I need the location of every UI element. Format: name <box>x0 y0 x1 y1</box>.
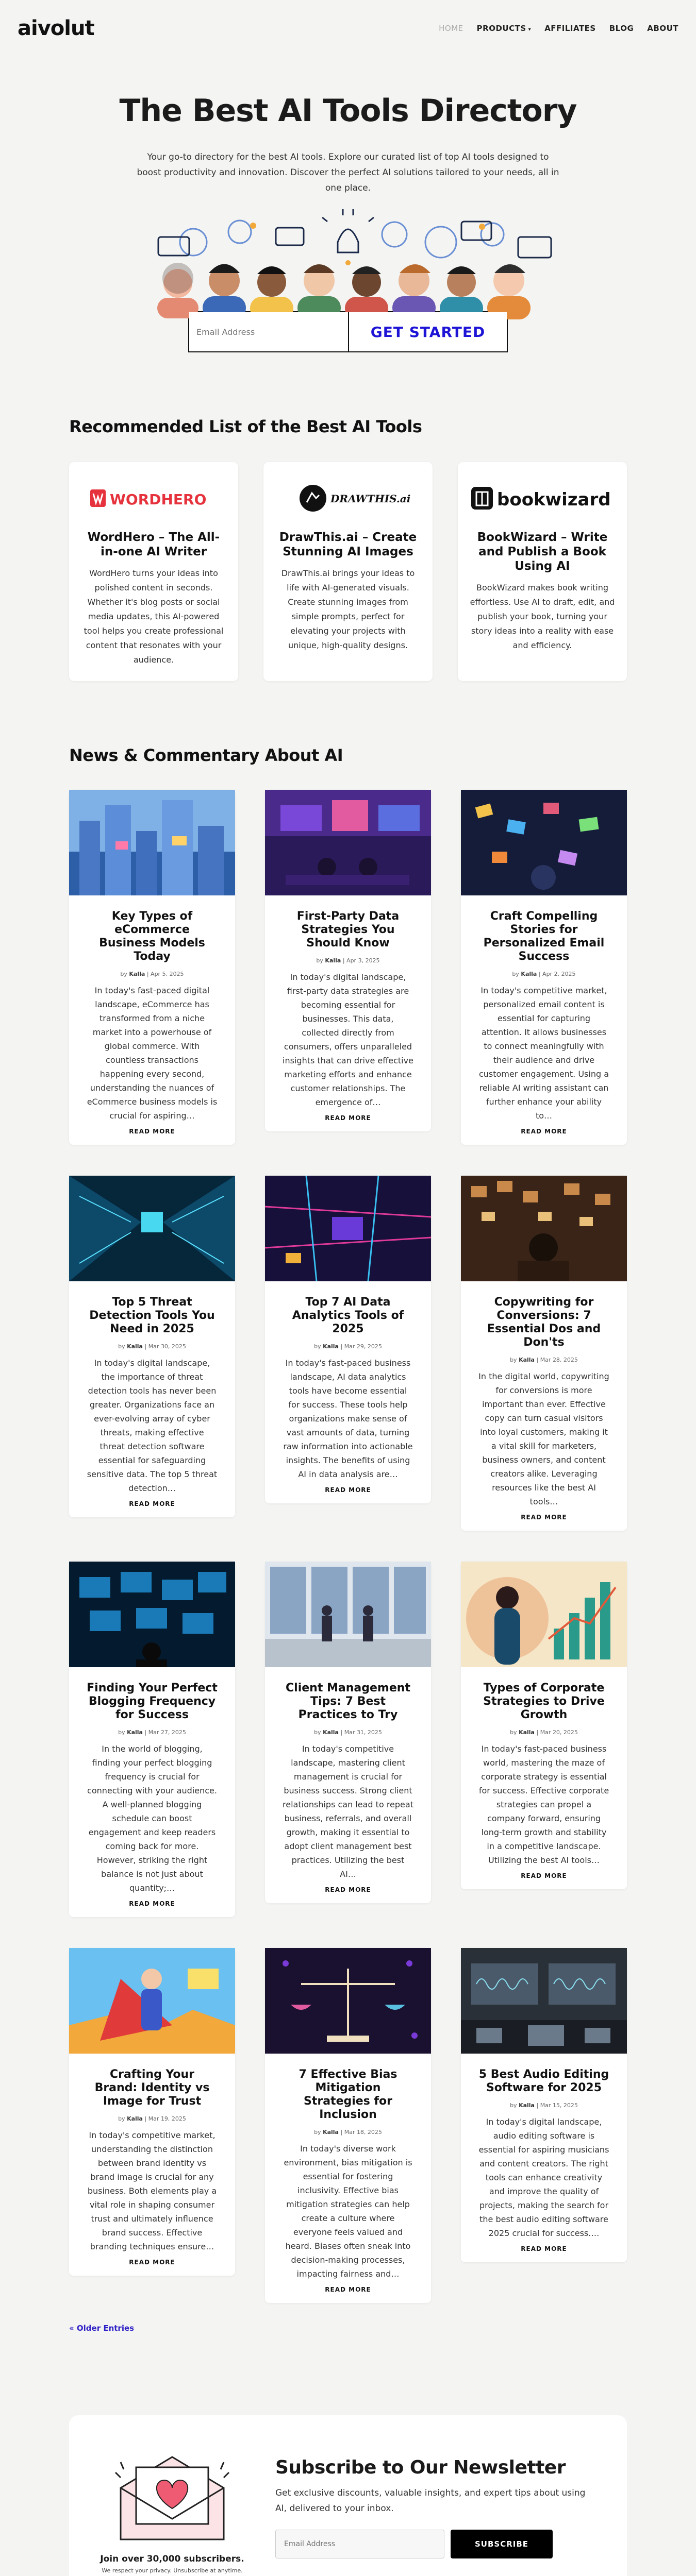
post-author[interactable]: Kalla <box>127 1343 143 1350</box>
post-meta: by Kalla | Apr 5, 2025 <box>120 971 184 977</box>
post-excerpt: In today's competitive market, understanding the distinction between brand identity vs brand image is crucial for any business. Both elements play a vital role in shaping consumer trust and ultimately influence brand success. Effective branding techniques ensure… <box>87 2130 217 2251</box>
post-title[interactable]: 5 Best Audio Editing Software for 2025 <box>478 2068 609 2094</box>
post-author[interactable]: Kalla <box>323 1729 339 1736</box>
post-author[interactable]: Kalla <box>129 971 145 977</box>
post-title[interactable]: Top 5 Threat Detection Tools You Need in 2025 <box>89 1296 215 1335</box>
get-started-button[interactable]: GET STARTED <box>349 312 507 351</box>
post-author[interactable]: Kalla <box>127 1729 143 1736</box>
drawthis-logo-text: DRAWTHIS.ai <box>330 493 411 505</box>
tool-desc: WordHero turns your ideas into polished content in seconds. Whether it's blog posts or social media updates, this AI-powered tool helps you create professional content that resonates with your audience. <box>84 568 224 665</box>
post-title[interactable]: 7 Effective Bias Mitigation Strategies for Inclusion <box>299 2068 397 2121</box>
post-card <box>265 790 431 1131</box>
read-more-link[interactable]: READ MORE <box>129 1500 175 1507</box>
tools-grid <box>69 462 627 681</box>
post-date: Mar 30, 2025 <box>148 1343 186 1350</box>
post-meta: by Kalla | Mar 18, 2025 <box>314 2129 382 2136</box>
post-image-audio-studio[interactable] <box>461 1948 627 2054</box>
post-image-writer[interactable] <box>461 1176 627 1281</box>
post-title[interactable]: Copywriting for Conversions: 7 Essential Dos and Don'ts <box>487 1296 601 1349</box>
older-entries-link[interactable]: « Older Entries <box>69 2324 135 2333</box>
post-image-circuit[interactable] <box>265 1176 431 1281</box>
wordhero-logo-text: WORDHERO <box>110 491 207 508</box>
tool-card-drawthis[interactable] <box>263 462 433 681</box>
post-excerpt: In today's fast-paced digital landscape, eCommerce has transformed from a niche market into a powerhouse of global commerce. With countless transactions happening every second, understanding the nuances of eCommerce business models is crucial for aspiring… <box>87 986 218 1121</box>
subscribe-button[interactable]: SUBSCRIBE <box>451 2530 553 2558</box>
post-author[interactable]: Kalla <box>325 957 341 964</box>
newsletter-badge <box>100 2442 244 2574</box>
post-image-balance-scale[interactable] <box>265 1948 431 2054</box>
post-excerpt: In today's competitive landscape, mastering client management is crucial for business success. Strong client relationships can lead to repeat business, referrals, and overall growth, making it essential to adopt client management best practices. Utilizing the best AI… <box>283 1744 413 1879</box>
post-author[interactable]: Kalla <box>519 1729 535 1736</box>
post-card <box>461 1176 627 1531</box>
post-card <box>69 1948 235 2276</box>
newsletter-content <box>275 2457 596 2558</box>
tool-card-bookwizard[interactable] <box>458 462 627 681</box>
tools-section <box>69 417 627 681</box>
post-card <box>461 790 627 1145</box>
post-title[interactable]: First-Party Data Strategies You Should Know <box>296 910 400 950</box>
post-card <box>265 1562 431 1903</box>
post-title[interactable]: Crafting Your Brand: Identity vs Image for Trust <box>94 2068 210 2108</box>
site-header <box>0 0 696 57</box>
bookwizard-logo-text: bookwizard <box>497 489 611 510</box>
post-date: Apr 3, 2025 <box>346 957 380 964</box>
main-nav <box>439 24 678 33</box>
read-more-link[interactable]: READ MORE <box>129 1128 175 1135</box>
post-meta: by Kalla | Apr 2, 2025 <box>512 971 576 977</box>
tool-name: DrawThis.ai – Create Stunning AI Images <box>279 531 417 558</box>
post-author[interactable]: Kalla <box>521 971 537 977</box>
wordhero-logo-graphic <box>89 486 218 510</box>
post-excerpt: In today's competitive market, personalized email content is essential for capturing attention. It allows businesses to connect meaningfully with their audience and drive customer engagement. Using a reliable AI writing assistant can further enhance your ability to… <box>478 986 609 1121</box>
post-author[interactable]: Kalla <box>323 1343 339 1350</box>
bookwizard-logo <box>469 462 616 524</box>
read-more-link[interactable]: READ MORE <box>325 1886 371 1893</box>
post-card <box>69 1176 235 1517</box>
post-image-city[interactable] <box>69 790 235 895</box>
post-meta: by Kalla | Mar 15, 2025 <box>510 2102 578 2109</box>
post-date: Mar 27, 2025 <box>148 1729 186 1736</box>
read-more-link[interactable]: READ MORE <box>325 1486 371 1494</box>
read-more-link[interactable]: READ MORE <box>129 2259 175 2266</box>
post-image-growth-chart[interactable] <box>461 1562 627 1667</box>
post-author[interactable]: Kalla <box>519 1357 535 1363</box>
post-date: Mar 18, 2025 <box>344 2129 382 2136</box>
post-date: Mar 31, 2025 <box>344 1729 382 1736</box>
drawthis-logo-graphic <box>296 483 411 514</box>
post-meta: by Kalla | Mar 30, 2025 <box>118 1343 186 1350</box>
hero-email-input[interactable] <box>189 312 349 351</box>
post-meta: by Kalla | Mar 29, 2025 <box>314 1343 382 1350</box>
post-meta: by Kalla | Mar 27, 2025 <box>118 1729 186 1736</box>
post-title[interactable]: Types of Corporate Strategies to Drive Growth <box>483 1682 605 1721</box>
nav-affiliates[interactable]: AFFILIATES <box>544 24 596 33</box>
post-excerpt: In today's digital landscape, first-party data strategies are becoming essential for businesses. This data, collected directly from consumers, offers unparalleled insights that can drive effective marketing efforts and enhance customer relationships. The emergence of… <box>283 972 413 1107</box>
post-image-server-tunnel[interactable] <box>69 1176 235 1281</box>
post-date: Mar 29, 2025 <box>344 1343 382 1350</box>
post-title[interactable]: Craft Compelling Stories for Personalized Email Success <box>483 910 605 963</box>
post-excerpt: In the world of blogging, finding your perfect blogging frequency is crucial for connecting with your audience. A well-planned blogging schedule can boost engagement and keep readers coming back for more. However, striking the right balance is not just about quantity;… <box>87 1744 217 1893</box>
post-meta: by Kalla | Apr 3, 2025 <box>316 957 380 964</box>
tool-name: WordHero – The All-in-one AI Writer <box>87 531 220 558</box>
subscriber-count: Join over 30,000 subscribers. <box>100 2553 244 2564</box>
read-more-link[interactable]: READ MORE <box>521 1872 567 1879</box>
post-author[interactable]: Kalla <box>323 2129 339 2136</box>
post-title[interactable]: Top 7 AI Data Analytics Tools of 2025 <box>292 1296 404 1335</box>
read-more-link[interactable]: READ MORE <box>521 2245 567 2252</box>
post-excerpt: In today's fast-paced business world, mastering the maze of corporate strategy is essential for success. Effective corporate strategies can propel a company forward, ensuring long-term growth and stability in a competitive landscape. Utilizing the best AI tools… <box>478 1744 609 1865</box>
post-image-data-room[interactable] <box>265 790 431 895</box>
post-card <box>265 1948 431 2303</box>
nav-blog[interactable]: BLOG <box>609 24 634 33</box>
post-excerpt: In today's diverse work environment, bias mitigation is essential for fostering inclusivity. Effective bias mitigation strategies can help create a culture where everyone feels valued and heard. Biases often sneak into decision-making processes, impacting fairness and… <box>284 2144 412 2279</box>
post-meta: by Kalla | Mar 19, 2025 <box>118 2115 186 2122</box>
post-title[interactable]: Key Types of eCommerce Business Models Today <box>99 910 205 963</box>
post-image-office[interactable] <box>265 1562 431 1667</box>
post-card <box>69 790 235 1145</box>
post-author[interactable]: Kalla <box>519 2102 535 2109</box>
wordhero-logo <box>80 462 227 524</box>
post-meta: by Kalla | Mar 28, 2025 <box>510 1357 578 1363</box>
post-card <box>69 1562 235 1917</box>
post-date: Apr 5, 2025 <box>151 971 184 977</box>
news-section <box>69 745 627 2333</box>
site-logo[interactable]: aivolut <box>18 16 94 40</box>
read-more-link[interactable]: READ MORE <box>129 1900 175 1907</box>
tool-name: BookWizard – Write and Publish a Book Using AI <box>477 531 608 573</box>
post-date: Mar 28, 2025 <box>540 1357 578 1363</box>
post-card <box>461 1948 627 2262</box>
read-more-link[interactable]: READ MORE <box>325 1114 371 1122</box>
read-more-link[interactable]: READ MORE <box>325 2286 371 2293</box>
post-author[interactable]: Kalla <box>127 2115 143 2122</box>
privacy-note: We respect your privacy. Unsubscribe at anytime. <box>102 2567 243 2574</box>
hero-section <box>0 57 696 352</box>
post-image-superhero[interactable] <box>69 1948 235 2054</box>
hero-title: The Best AI Tools Directory <box>119 93 577 129</box>
post-image-screens[interactable] <box>69 1562 235 1667</box>
newsletter-title: Subscribe to Our Newsletter <box>275 2456 566 2478</box>
tools-section-title: Recommended List of the Best AI Tools <box>69 417 422 436</box>
hero-signup-form <box>188 311 508 352</box>
post-date: Apr 2, 2025 <box>542 971 576 977</box>
post-excerpt: In today's digital landscape, audio editing software is essential for aspiring musicians and content creators. The right tools can enhance creativity and improve the quality of projects, making the search for the best audio editing software 2025 crucial for success.… <box>478 2117 609 2238</box>
post-date: Mar 20, 2025 <box>540 1729 578 1736</box>
chevron-down-icon: ▾ <box>528 27 532 32</box>
envelope-heart-icon <box>105 2442 239 2545</box>
post-meta: by Kalla | Mar 20, 2025 <box>510 1729 578 1736</box>
tool-card-wordhero[interactable] <box>69 462 238 681</box>
nav-products-label: PRODUCTS <box>476 24 526 33</box>
newsletter-email-input[interactable] <box>275 2530 444 2558</box>
read-more-link[interactable]: READ MORE <box>521 1128 567 1135</box>
post-title[interactable]: Client Management Tips: 7 Best Practices to Try <box>286 1682 410 1721</box>
news-grid <box>69 790 627 2303</box>
newsletter-form <box>275 2530 596 2558</box>
newsletter-section <box>69 2415 627 2576</box>
post-date: Mar 19, 2025 <box>148 2115 186 2122</box>
newsletter-desc: Get exclusive discounts, valuable insights, and expert tips about using AI, delivered to your inbox. <box>275 2487 586 2514</box>
bookwizard-logo-graphic <box>470 483 615 514</box>
tool-desc: BookWizard makes book writing effortless. Use AI to draft, edit, and publish your book, turning your story ideas into a reality with ease and efficiency. <box>470 583 615 650</box>
news-section-title: News & Commentary About AI <box>69 745 343 765</box>
hero-intro: Your go-to directory for the best AI tools. Explore our curated list of top AI tools designed to boost productivity and innovation. Discover the perfect AI solutions tailored to your needs, all in one place. <box>137 152 559 193</box>
post-image-notes[interactable] <box>461 790 627 895</box>
post-meta: by Kalla | Mar 31, 2025 <box>314 1729 382 1736</box>
post-excerpt: In today's fast-paced business landscape, AI data analytics tools have become essential for success. These tools help organizations make sense of vast amounts of data, turning raw information into actionable insights. The benefits of using AI in data analysis are… <box>283 1358 413 1479</box>
post-date: Mar 15, 2025 <box>540 2102 578 2109</box>
drawthis-logo <box>275 462 421 524</box>
nav-products[interactable] <box>477 24 532 33</box>
people-illustration <box>121 206 575 314</box>
nav-home[interactable]: HOME <box>439 24 463 33</box>
post-title[interactable]: Finding Your Perfect Blogging Frequency for Success <box>87 1682 218 1721</box>
post-card <box>265 1176 431 1503</box>
post-card <box>461 1562 627 1889</box>
tool-desc: DrawThis.ai brings your ideas to life with AI-generated visuals. Create stunning images from simple prompts, perfect for elevating your projects with unique, high-quality designs. <box>281 568 415 650</box>
read-more-link[interactable]: READ MORE <box>521 1514 567 1521</box>
post-excerpt: In the digital world, copywriting for conversions is more important than ever. Effective copy can turn casual visitors into loyal customers, making it a vital skill for marketers, business owners, and content creators alike. Leveraging resources like the best AI tools… <box>478 1371 609 1506</box>
post-excerpt: In today's digital landscape, the importance of threat detection tools has never been greater. Organizations face an ever-evolving array of cyber threats, making effective threat detection software essential for safeguarding sensitive data. The top 5 threat detection… <box>87 1358 218 1493</box>
nav-about[interactable]: ABOUT <box>647 24 678 33</box>
